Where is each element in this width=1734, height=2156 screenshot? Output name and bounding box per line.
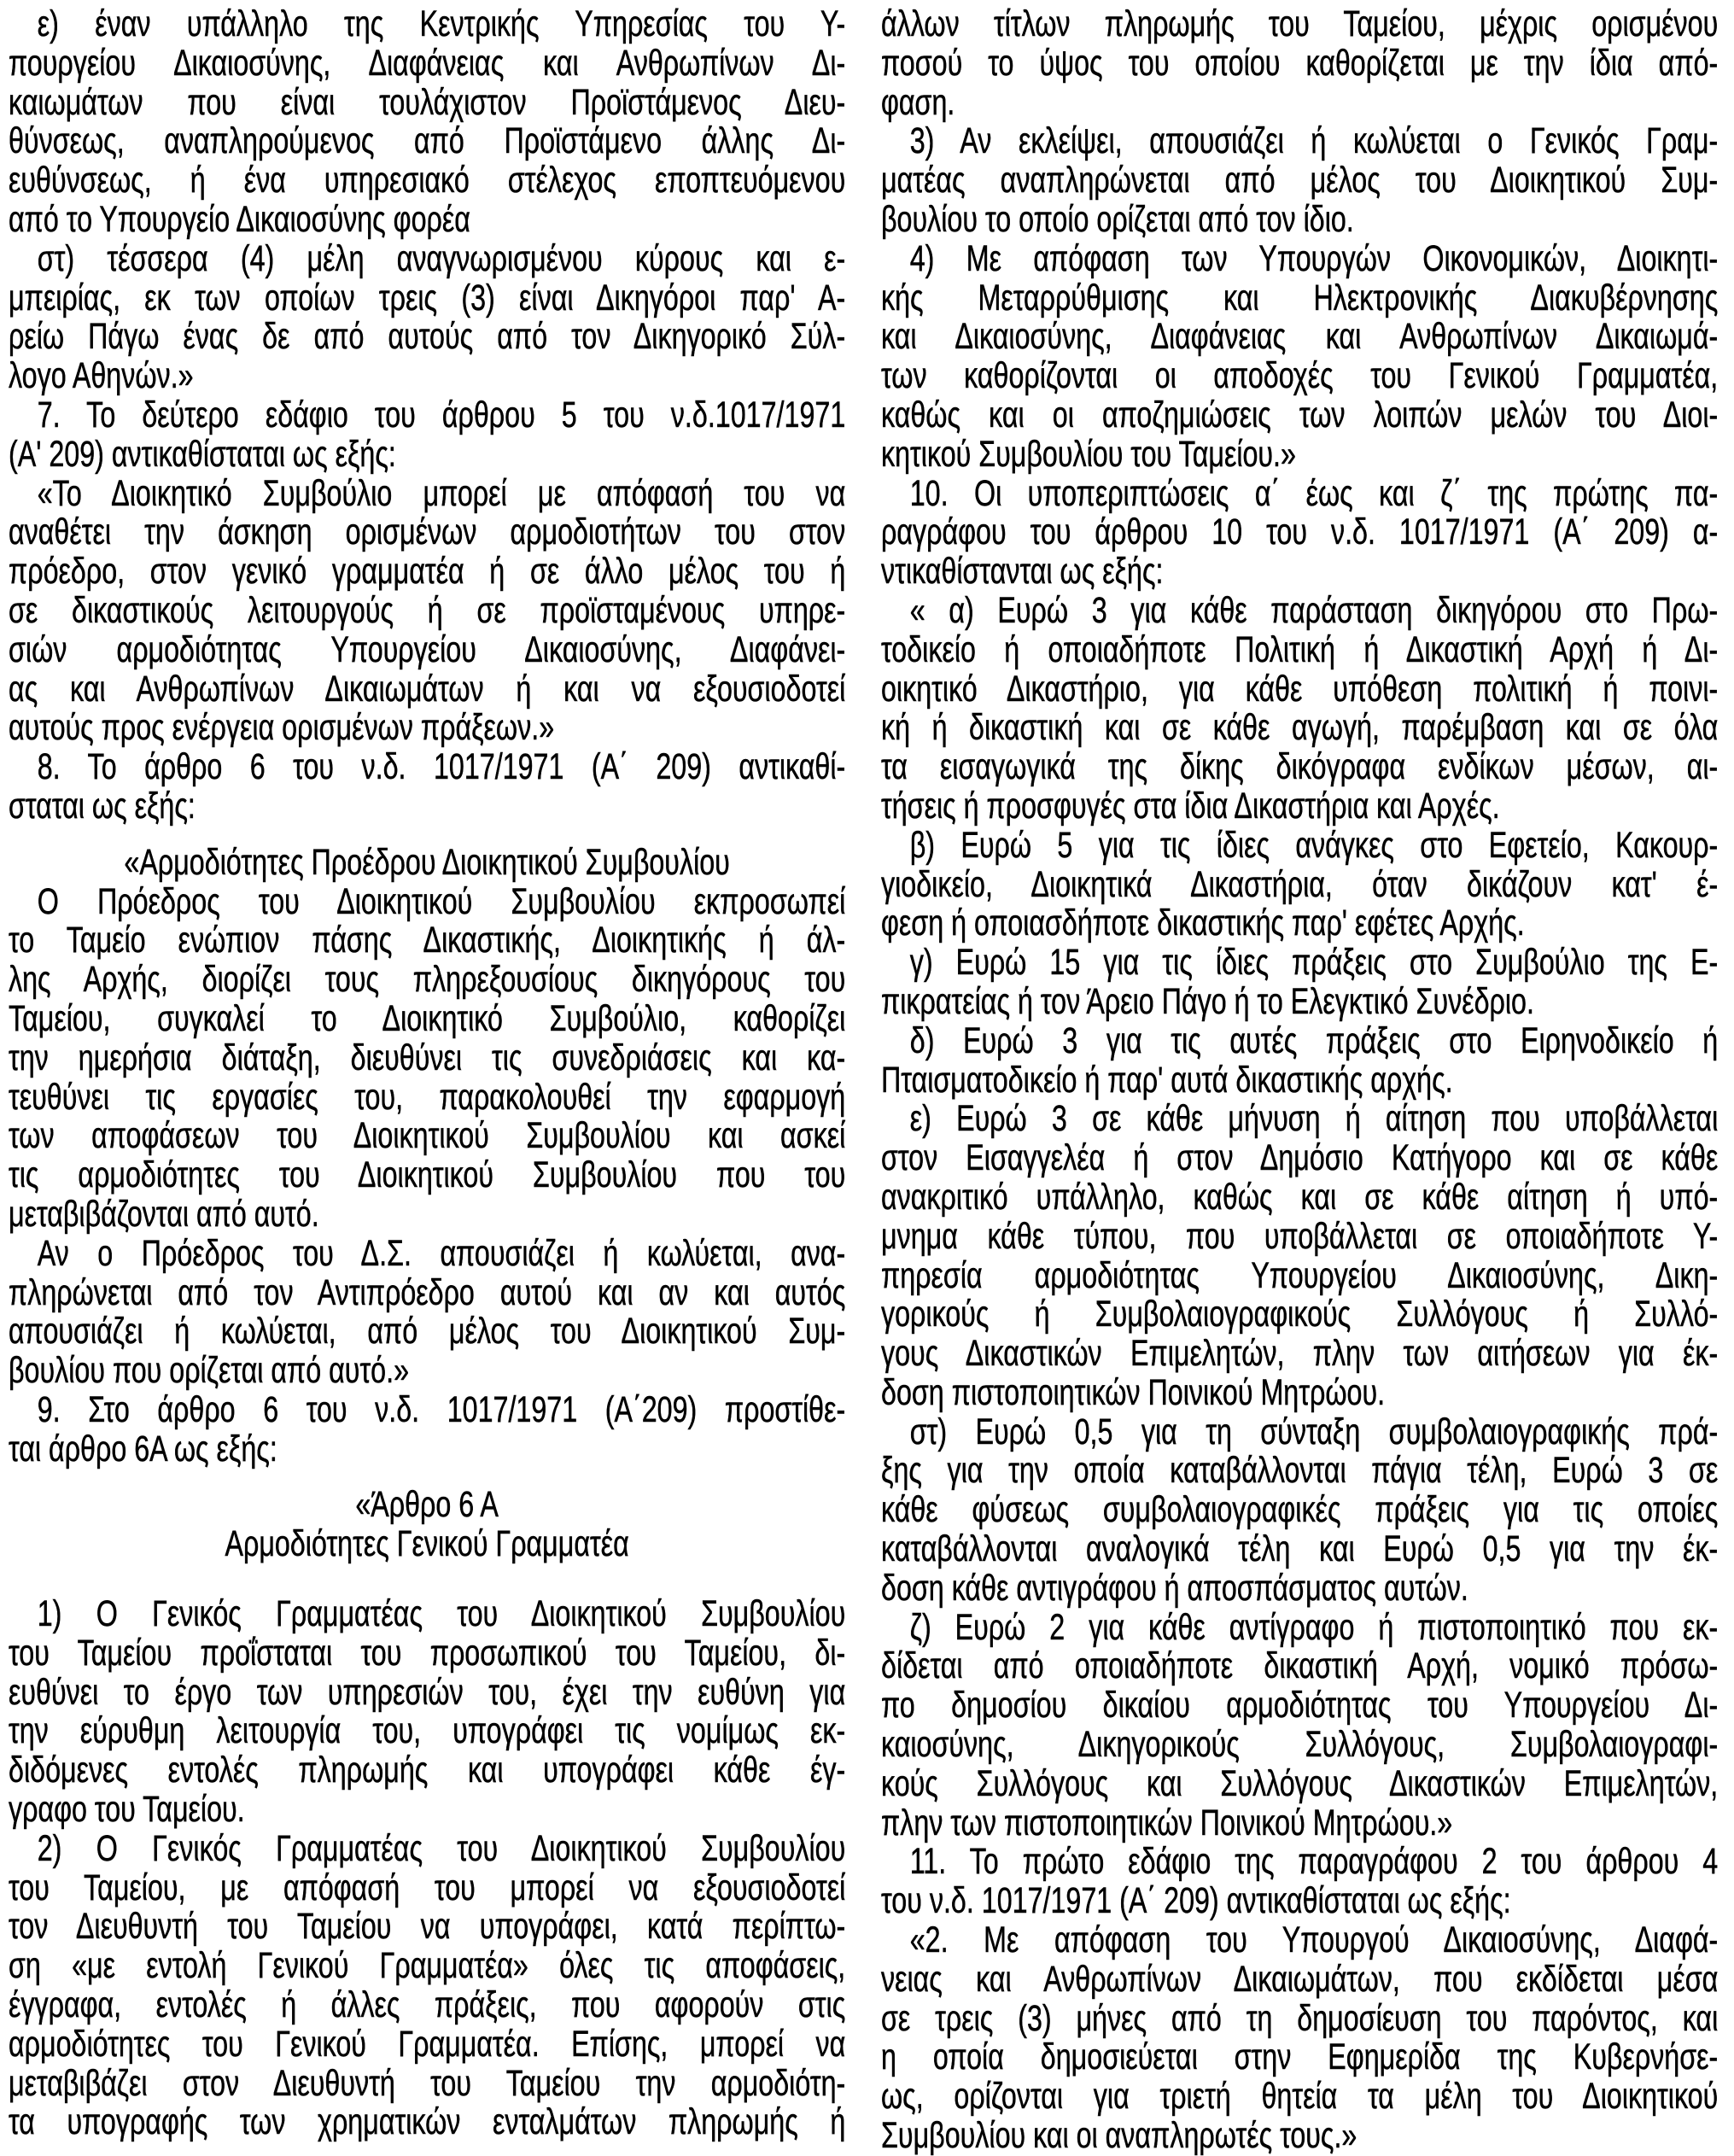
text-line: δίδεται από οποιαδήποτε δικαστική Αρχή, νομικό πρόσω- (881, 1645, 1719, 1687)
text-line: την εύρυθμη λειτουργία του, υπογράφει τις νομίμως εκ- (9, 1710, 846, 1752)
text-line: μεταβιβάζονται από αυτό. (9, 1193, 319, 1235)
text-line: αρμοδιότητες του Γενικού Γραμματέα. Επίσης, μπορεί να (9, 2023, 846, 2065)
text-line: φαση. (881, 81, 955, 123)
centered-heading-line: «Άρθρο 6 Α (355, 1484, 499, 1526)
text-line: σιών αρμοδιότητας Υπουργείου Δικαιοσύνης, Διαφάνει- (9, 628, 846, 670)
text-line: στ) τέσσερα (4) μέλη αναγνωρισμένου κύρους και ε- (37, 237, 846, 279)
text-line: Πταισματοδικείο ή παρ' αυτά δικαστικής αρχής. (881, 1059, 1453, 1101)
text-line: νειας και Ανθρωπίνων Δικαιωμάτων, που εκδίδεται μέσα (881, 1958, 1719, 2000)
vertical-spacer (9, 827, 845, 844)
text-line: πηρεσία αρμοδιότητας Υπουργείου Δικαιοσύνης, Δικη- (881, 1254, 1719, 1296)
text-line: ξης για την οποία καταβάλλονται πάγια τέλη, Ευρώ 3 σε (881, 1450, 1719, 1492)
text-line: σταται ως εξής: (9, 785, 196, 827)
text-line: του ν.δ. 1017/1971 (Α΄ 209) αντικαθίσταται ως εξής: (881, 1880, 1511, 1922)
text-line: λης Αρχής, διορίζει τους πληρεξουσίους δικηγόρους του (9, 959, 846, 1001)
text-line: κή ή δικαστική και σε κάθε αγωγή, παρέμβαση και σε όλα (881, 707, 1719, 749)
text-line: πληρώνεται από τον Αντιπρόεδρο αυτού και αν και αυτός (9, 1271, 846, 1313)
text-line: «Το Διοικητικό Συμβούλιο μπορεί με απόφασή του να (37, 472, 846, 514)
text-line: (Α' 209) αντικαθίσταται ως εξής: (9, 433, 396, 475)
text-line: αυτούς προς ενέργεια ορισμένων πράξεων.» (9, 707, 555, 749)
text-line: 2) Ο Γενικός Γραμματέας του Διοικητικού Συμβουλίου (37, 1827, 846, 1869)
text-column-left (9, 5, 845, 2156)
text-column-right (881, 5, 1718, 2156)
text-line: λογο Αθηνών.» (9, 355, 194, 397)
text-line: πικρατείας ή τον Άρειο Πάγο ή το Ελεγκτικό Συνέδριο. (881, 980, 1534, 1022)
text-line: κητικού Συμβουλίου του Ταμείου.» (881, 433, 1296, 475)
text-line: ση «με εντολή Γενικού Γραμματέα» όλες τις αποφάσεις, (9, 1945, 846, 1987)
text-line: στ) Ευρώ 0,5 για τη σύνταξη συμβολαιογραφικής πρά- (909, 1411, 1719, 1452)
centered-heading-line: Αρμοδιότητες Γενικού Γραμματέα (225, 1523, 629, 1565)
text-line: από το Υπουργείο Δικαιοσύνης φορέα (9, 198, 470, 240)
text-line: 11. Το πρώτο εδάφιο της παραγράφου 2 του άρθρου 4 (909, 1841, 1719, 1883)
text-line: έγγραφα, εντολές ή άλλες πράξεις, που αφορούν στις (9, 1984, 846, 2026)
text-line: Ο Πρόεδρος του Διοικητικού Συμβουλίου εκπροσωπεί (37, 880, 846, 922)
text-line: δοση πιστοποιητικών Ποινικού Μητρώου. (881, 1371, 1386, 1413)
text-line: ζ) Ευρώ 2 για κάθε αντίγραφο ή πιστοποιητικό που εκ- (909, 1606, 1719, 1648)
text-line: μπειρίας, εκ των οποίων τρεις (3) είναι Δικηγόροι παρ' Α- (9, 277, 846, 318)
text-line: Αν ο Πρόεδρος του Δ.Σ. απουσιάζει ή κωλύεται, ανα- (37, 1232, 846, 1274)
text-line: 9. Στο άρθρο 6 του ν.δ. 1017/1971 (Α΄209) προστίθε- (37, 1388, 846, 1430)
text-line: τευθύνει τις εργασίες του, παρακολουθεί την εφαρμογή (9, 1076, 846, 1118)
text-line: ως, ορίζονται για τριετή θητεία τα μέλη του Διοικητικού (881, 2076, 1719, 2118)
text-line: Συμβουλίου και οι αναπληρωτές τους.» (881, 2115, 1357, 2156)
text-line: καιωμάτων που είναι τουλάχιστον Προϊστάμενος Διευ- (9, 81, 846, 123)
text-line: τήσεις ή προσφυγές στα ίδια Δικαστήρια και Αρχές. (881, 785, 1500, 827)
text-line: οικητικό Δικαστήριο, για κάθε υπόθεση πολιτική ή ποινι- (881, 668, 1719, 710)
text-line: του Ταμείου προΐσταται του προσωπικού του Ταμείου, δι- (9, 1632, 846, 1674)
text-line: η οποία δημοσιεύεται στην Εφημερίδα της Κυβερνήσε- (881, 2036, 1719, 2078)
text-line: πρόεδρο, στον γενικό γραμματέα ή σε άλλο μέλος του ή (9, 551, 846, 593)
text-line: διδόμενες εντολές πληρωμής και υπογράφει κάθε έγ- (9, 1750, 846, 1791)
text-line: μεταβιβάζει στον Διευθυντή του Ταμείου την αρμοδιότη- (9, 2062, 846, 2104)
text-line: ανακριτικό υπάλληλο, καθώς και σε κάθε αίτηση ή υπό- (881, 1176, 1719, 1218)
text-line: των καθορίζονται οι αποδοχές του Γενικού Γραμματέα, (881, 355, 1719, 397)
text-line: φεση ή οποιασδήποτε δικαστικής παρ' εφέτες Αρχής. (881, 903, 1525, 944)
text-line: του Ταμείου, με απόφασή του μπορεί να εξουσιοδοτεί (9, 1867, 846, 1908)
text-line: βουλίου το οποίο ορίζεται από τον ίδιο. (881, 198, 1354, 240)
text-line: καιοσύνης, Δικηγορικούς Συλλόγους, Συμβολαιογραφι- (881, 1724, 1719, 1766)
text-line: ντικαθίστανται ως εξής: (881, 551, 1164, 593)
text-line: τον Διευθυντή του Ταμείου να υπογράφει, κατά περίπτω- (9, 1906, 846, 1948)
text-line: θύνσεως, αναπληρούμενος από Προϊστάμενο άλλης Δι- (9, 120, 846, 162)
text-line: ματέας αναπληρώνεται από μέλος του Διοικητικού Συμ- (881, 160, 1719, 202)
text-line: άλλων τίτλων πληρωμής του Ταμείου, μέχρις ορισμένου (881, 3, 1719, 44)
text-line: την ημερήσια διάταξη, διευθύνει τις συνεδριάσεις και κα- (9, 1037, 846, 1078)
text-line: Ταμείου, συγκαλεί το Διοικητικό Συμβούλιο, καθορίζει (9, 997, 846, 1039)
text-line: ται άρθρο 6Α ως εξής: (9, 1428, 277, 1469)
text-line: πλην των πιστοποιητικών Ποινικού Μητρώου.» (881, 1802, 1453, 1843)
text-line: ευθύνσεως, ή ένα υπηρεσιακό στέλεχος εποπτευόμενου (9, 160, 846, 202)
text-line: απουσιάζει ή κωλύεται, από μέλος του Διοικητικού Συμ- (9, 1311, 846, 1353)
text-line: γ) Ευρώ 15 για τις ίδιες πράξεις στο Συμβούλιο της Ε- (909, 942, 1719, 984)
text-line: πουργείου Δικαιοσύνης, Διαφάνειας και Ανθρωπίνων Δι- (9, 42, 846, 84)
text-line: κής Μεταρρύθμισης και Ηλεκτρονικής Διακυβέρνησης (881, 277, 1719, 318)
text-line: ας και Ανθρωπίνων Δικαιωμάτων ή και να εξουσιοδοτεί (9, 668, 846, 710)
vertical-spacer (9, 1564, 845, 1595)
text-line: στον Εισαγγελέα ή στον Δημόσιο Κατήγορο και σε κάθε (881, 1137, 1719, 1179)
text-line: « α) Ευρώ 3 για κάθε παράσταση δικηγόρου στο Πρω- (909, 589, 1719, 631)
text-line: «2. Με απόφαση του Υπουργού Δικαιοσύνης, Διαφά- (909, 1919, 1719, 1961)
text-line: ευθύνει το έργο των υπηρεσιών του, έχει την ευθύνη για (9, 1671, 846, 1713)
text-line: ποσού το ύψος του οποίου καθορίζεται με την ίδια από- (881, 42, 1719, 84)
text-line: πο δημοσίου δικαίου αρμοδιότητας του Υπουργείου Δι- (881, 1685, 1719, 1727)
text-line: γραφο του Ταμείου. (9, 1789, 245, 1831)
text-line: καταβάλλονται αναλογικά τέλη και Ευρώ 0,5 για την έκ- (881, 1528, 1719, 1570)
text-line: 4) Με απόφαση των Υπουργών Οικονομικών, Διοικητι- (909, 237, 1719, 279)
centered-heading-line: «Αρμοδιότητες Προέδρου Διοικητικού Συμβουλίου (124, 841, 730, 883)
text-line: ραγράφου του άρθρου 10 του ν.δ. 1017/1971 (Α΄ 209) α- (881, 511, 1719, 553)
text-line: γους Δικαστικών Επιμελητών, πλην των αιτήσεων για έκ- (881, 1333, 1719, 1375)
text-line: αναθέτει την άσκηση ορισμένων αρμοδιοτήτων του στον (9, 511, 846, 553)
text-line: β) Ευρώ 5 για τις ίδιες ανάγκες στο Εφετείο, Κακουρ- (909, 824, 1719, 866)
text-line: γορικούς ή Συμβολαιογραφικούς Συλλόγους ή Συλλό- (881, 1294, 1719, 1335)
text-line: σε τρεις (3) μήνες από τη δημοσίευση του παρόντος, και (881, 1997, 1719, 2039)
text-line: ρείω Πάγω ένας δε από αυτούς από τον Δικηγορικό Σύλ- (9, 316, 846, 358)
text-line: και Δικαιοσύνης, Διαφάνειας και Ανθρωπίνων Δικαιωμά- (881, 316, 1719, 358)
text-line: κάθε φύσεως συμβολαιογραφικές πράξεις για τις οποίες (881, 1489, 1719, 1531)
text-line: γιοδικείο, Διοικητικά Δικαστήρια, όταν δικάζουν κατ' έ- (881, 863, 1719, 905)
text-line: 3) Αν εκλείψει, απουσιάζει ή κωλύεται ο Γενικός Γραμ- (909, 120, 1719, 162)
text-line: κούς Συλλόγους και Συλλόγους Δικαστικών Επιμελητών, (881, 1762, 1719, 1804)
text-line: ε) Ευρώ 3 σε κάθε μήνυση ή αίτηση που υποβάλλεται (909, 1098, 1719, 1140)
text-line: τα υπογραφής των χρηματικών ενταλμάτων πληρωμής ή (9, 2101, 846, 2143)
text-line: σε δικαστικούς λειτουργούς ή σε προϊσταμένους υπηρε- (9, 589, 846, 631)
text-line: τα εισαγωγικά της δίκης δικόγραφα ενδίκων μέσων, αι- (881, 746, 1719, 788)
text-line: καθώς και οι αποζημιώσεις των λοιπών μελών του Διοι- (881, 394, 1719, 435)
text-line: δοση κάθε αντιγράφου ή αποσπάσματος αυτών. (881, 1567, 1468, 1609)
text-line: 10. Οι υποπεριπτώσεις α΄ έως και ζ΄ της πρώτης πα- (909, 472, 1719, 514)
text-line: βουλίου που ορίζεται από αυτό.» (9, 1350, 410, 1392)
text-line: 8. Το άρθρο 6 του ν.δ. 1017/1971 (Α΄ 209) αντικαθί- (37, 746, 846, 788)
vertical-spacer (9, 1469, 845, 1486)
text-line: δ) Ευρώ 3 για τις αυτές πράξεις στο Ειρηνοδικείο ή (909, 1020, 1719, 1061)
text-line: ε) έναν υπάλληλο της Κεντρικής Υπηρεσίας του Υ- (37, 3, 846, 44)
text-line: μνημα κάθε τύπου, που υποβάλλεται σε οποιαδήποτε Υ- (881, 1215, 1719, 1257)
text-line: το Ταμείο ενώπιον πάσης Δικαστικής, Διοικητικής ή άλ- (9, 920, 846, 961)
text-line: 1) Ο Γενικός Γραμματέας του Διοικητικού Συμβουλίου (37, 1593, 846, 1635)
text-line: τοδικείο ή οποιαδήποτε Πολιτική ή Δικαστική Αρχή ή Δι- (881, 628, 1719, 670)
text-line: 7. Το δεύτερο εδάφιο του άρθρου 5 του ν.δ.1017/1971 (37, 394, 846, 435)
text-line: των αποφάσεων του Διοικητικού Συμβουλίου και ασκεί (9, 1115, 846, 1157)
text-line: τις αρμοδιότητες του Διοικητικού Συμβουλίου που του (9, 1154, 846, 1196)
